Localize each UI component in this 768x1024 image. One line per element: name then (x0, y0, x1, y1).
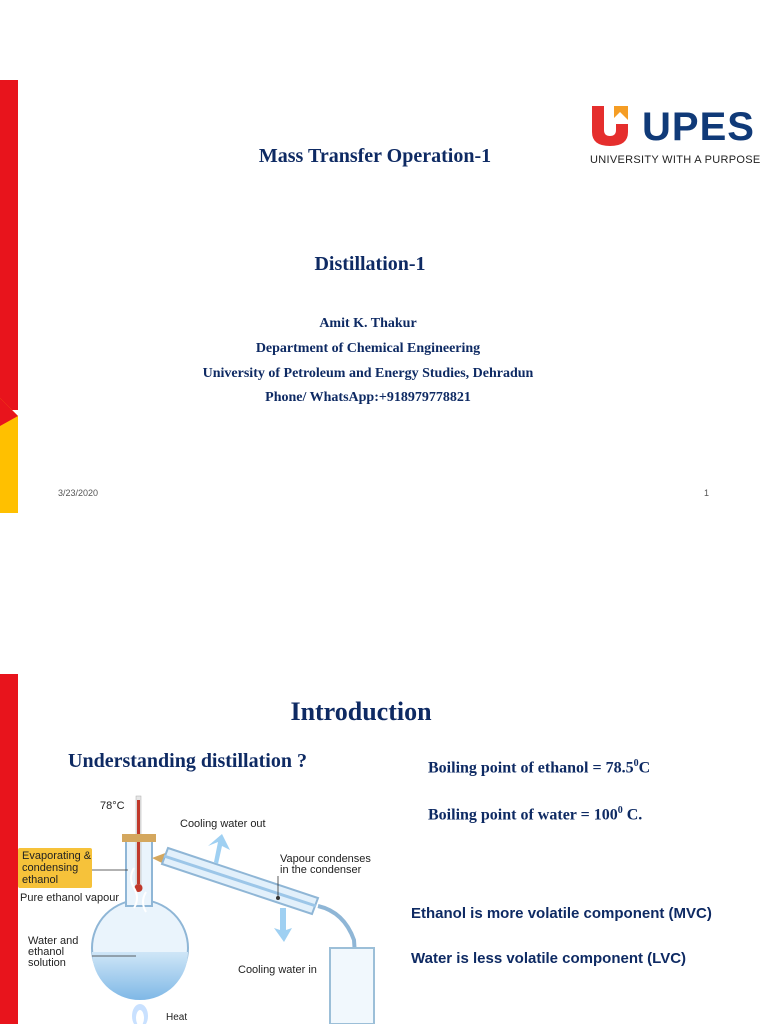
bp-ethanol-unit: C (638, 759, 651, 777)
mvc-statement: Ethanol is more volatile component (MVC) (411, 905, 712, 922)
evaporating-label-2: condensing (22, 862, 79, 874)
intro-heading: Introduction (290, 697, 432, 726)
accent-stripe-red (0, 674, 18, 1024)
vapour-condenses-label-2: in the condenser (280, 864, 362, 876)
vapour-condenses-label-1: Vapour condenses (280, 853, 371, 865)
university: University of Petroleum and Energy Studies, Dehradun (202, 366, 534, 381)
solution-label-3: solution (28, 957, 66, 969)
bp-ethanol-text: Boiling point of ethanol = 78.5 (428, 759, 634, 777)
accent-stripe-red (0, 80, 18, 410)
evaporating-label-3: ethanol (22, 874, 59, 886)
upes-logo-icon (590, 104, 632, 148)
author-name: Amit K. Thakur (319, 316, 417, 331)
logo-brand-text: UPES (642, 105, 755, 149)
bp-ethanol-degree: 0 (633, 758, 639, 769)
bp-water-unit: C. (622, 806, 643, 824)
bp-water-degree: 0 (617, 805, 623, 816)
slide-subtitle: Distillation-1 (314, 253, 426, 275)
slide-gap (0, 570, 768, 600)
bp-ethanol (428, 758, 650, 777)
slide-number: 1 (704, 488, 710, 498)
lvc-statement: Water is less volatile component (LVC) (411, 950, 687, 967)
thermometer-temp-label: 78°C (100, 800, 125, 812)
department: Department of Chemical Engineering (255, 341, 481, 356)
bp-water (428, 805, 642, 824)
heat-label: Heat (166, 1012, 188, 1023)
intro-question: Understanding distillation ? (68, 750, 307, 772)
logo-tagline: UNIVERSITY WITH A PURPOSE (590, 154, 761, 166)
solution-label-1: Water and (28, 935, 79, 947)
phone: Phone/ WhatsApp:+918979778821 (265, 390, 471, 405)
accent-stripe-arrow (0, 398, 18, 513)
pure-vapour-label: Pure ethanol vapour (20, 892, 120, 904)
cooling-water-in-label: Cooling water in (238, 964, 317, 976)
bp-water-text: Boiling point of water = 100 (428, 806, 618, 824)
solution-label-2: ethanol (28, 946, 65, 958)
slide-title: Mass Transfer Operation-1 (258, 145, 492, 167)
cooling-water-out-label: Cooling water out (180, 818, 266, 830)
evaporating-label-1: Evaporating & (22, 850, 92, 862)
slide-date: 3/23/2020 (58, 488, 99, 498)
